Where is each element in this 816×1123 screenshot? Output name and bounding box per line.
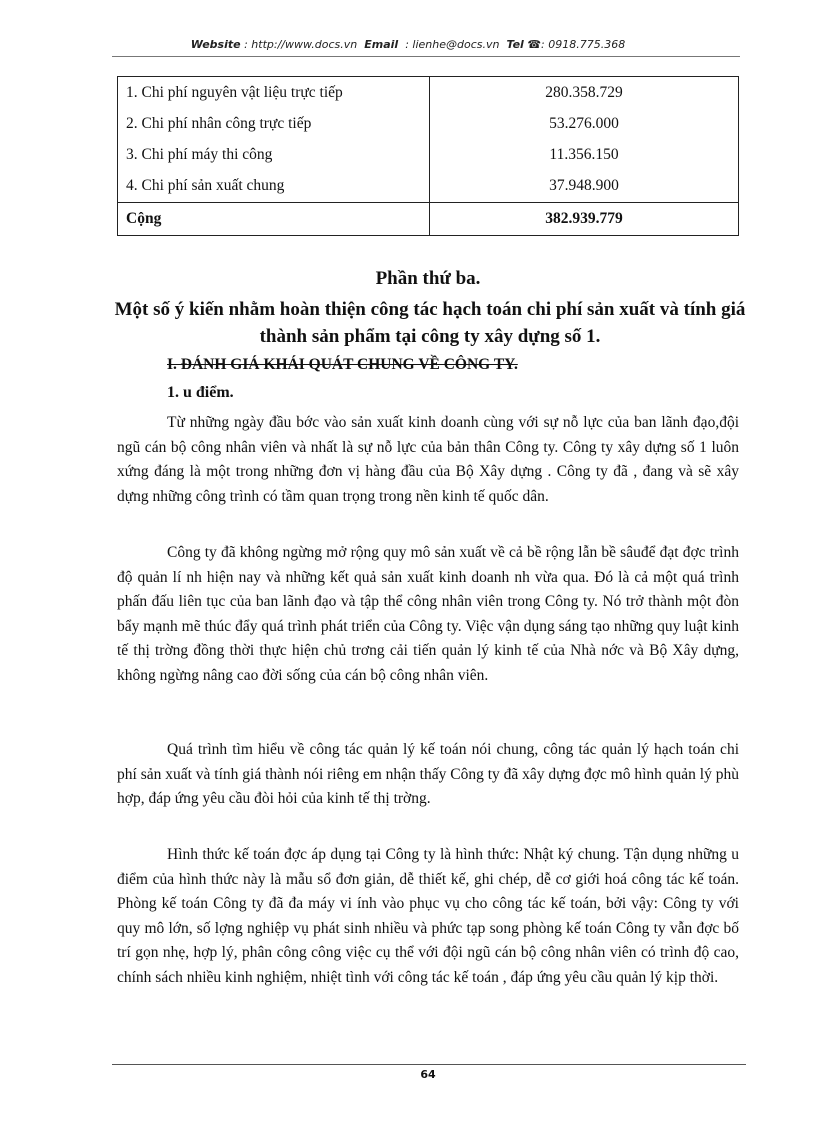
total-row [118, 202, 739, 235]
body-paragraph: Hình thức kế toán đợc áp dụng tại Công ty là hình thức: Nhật ký chung. Tận dụng những u điểm của hình thức này là mẫu sổ đơn giản, dễ thiết kế, ghi chép, dễ cơ giới hoá công tác kế toán. Phòng kế toán Công ty đã đa máy vi ính vào phục vụ cho công tác kế toán, bởi vậy: Công ty với quy mô lớn, số lợng nghiệp vụ phát sinh nhiều và phức tạp song phòng kế toán Công ty vẫn đợc bố trí gọn nhẹ, hợp lý, phân công công việc cụ thể với đội ngũ cán bộ công nhân viên có trình độ cao, chính sách nhiều kinh nghiệm, nhiệt tình với công tác kế toán , đáp ứng yêu cầu quản lý kịp thời. [117, 846, 739, 986]
cost-label: 3. Chi phí máy thi công [118, 139, 430, 170]
page-header [0, 38, 816, 51]
cost-value: 11.356.150 [430, 139, 739, 170]
email-value: : lienhe@docs.vn [405, 38, 500, 51]
table-row [118, 171, 739, 203]
section-heading: I. ĐÁNH GIÁ KHÁI QUÁT CHUNG VỀ CÔNG TY. [167, 356, 518, 373]
phone-icon: ☎ [527, 38, 542, 51]
body-paragraph: Từ những ngày đầu bớc vào sản xuất kinh doanh cùng với sự nỗ lực của ban lãnh đạo,đội ngũ cán bộ công nhân viên và nhất là sự nỗ lực của bản thân Công ty. Công ty xây dựng số 1 luôn xứng đáng là một trong những đơn vị hàng đầu của Bộ Xây dựng . Công ty đã , đang và sẽ xây dựng những công trình có tầm quan trọng trong nền kinh tế quốc dân. [117, 414, 739, 505]
table-row [118, 77, 739, 109]
table-row [118, 108, 739, 139]
website-value: : http://www.docs.vn [244, 38, 358, 51]
main-title: Một số ý kiến nhằm hoàn thiện công tác hạch toán chi phí sản xuất và tính giá thành sản phẩm tại công ty xây dựng số 1. [114, 299, 746, 347]
cost-value: 37.948.900 [430, 171, 739, 203]
tel-label: Tel [506, 38, 524, 51]
page-number: 64 [420, 1068, 436, 1081]
header-divider [112, 56, 740, 57]
cost-label: 1. Chi phí nguyên vật liệu trực tiếp [118, 77, 430, 109]
footer-divider [112, 1064, 746, 1065]
body-paragraph: Quá trình tìm hiểu về công tác quản lý kế toán nói chung, công tác quản lý hạch toán chi phí sản xuất và tính giá thành nói riêng em nhận thấy Công ty đã xây dựng đợc mô hình quản lý phù hợp, đáp ứng yêu cầu đòi hỏi của kinh tế thị trờng. [117, 741, 739, 807]
cost-label: 4. Chi phí sản xuất chung [118, 171, 430, 203]
cost-table [117, 76, 739, 236]
cost-value: 280.358.729 [430, 77, 739, 109]
cost-value: 53.276.000 [430, 108, 739, 139]
total-label: Cộng [118, 202, 430, 235]
sub-heading: 1. u điểm. [167, 384, 234, 401]
total-value: 382.939.779 [430, 202, 739, 235]
email-label: Email [364, 38, 399, 51]
website-label: Website [190, 38, 241, 51]
tel-value: : 0918.775.368 [541, 38, 626, 51]
part-title: Phần thứ ba. [375, 268, 481, 289]
cost-label: 2. Chi phí nhân công trực tiếp [118, 108, 430, 139]
table-row [118, 139, 739, 170]
body-paragraph: Công ty đã không ngừng mở rộng quy mô sản xuất về cả bề rộng lẫn bề sâuđể đạt đợc trình độ quản lí nh hiện nay và những kết quả sản xuất kinh doanh nh vừa qua. Đó là cả một quá trình phấn đấu liên tục của ban lãnh đạo và tập thể công nhân viên trong Công ty. Nó trở thành một đòn bẩy mạnh mẽ thúc đẩy quá trình phát triển của Công ty. Việc vận dụng sáng tạo những quy luật kinh tế thị trờng đồng thời thực hiện chủ trơng cải tiến quản lý kinh tế của Nhà nớc và Bộ Xây dựng, không ngừng nâng cao đời sống của cán bộ công nhân viên. [117, 544, 739, 684]
